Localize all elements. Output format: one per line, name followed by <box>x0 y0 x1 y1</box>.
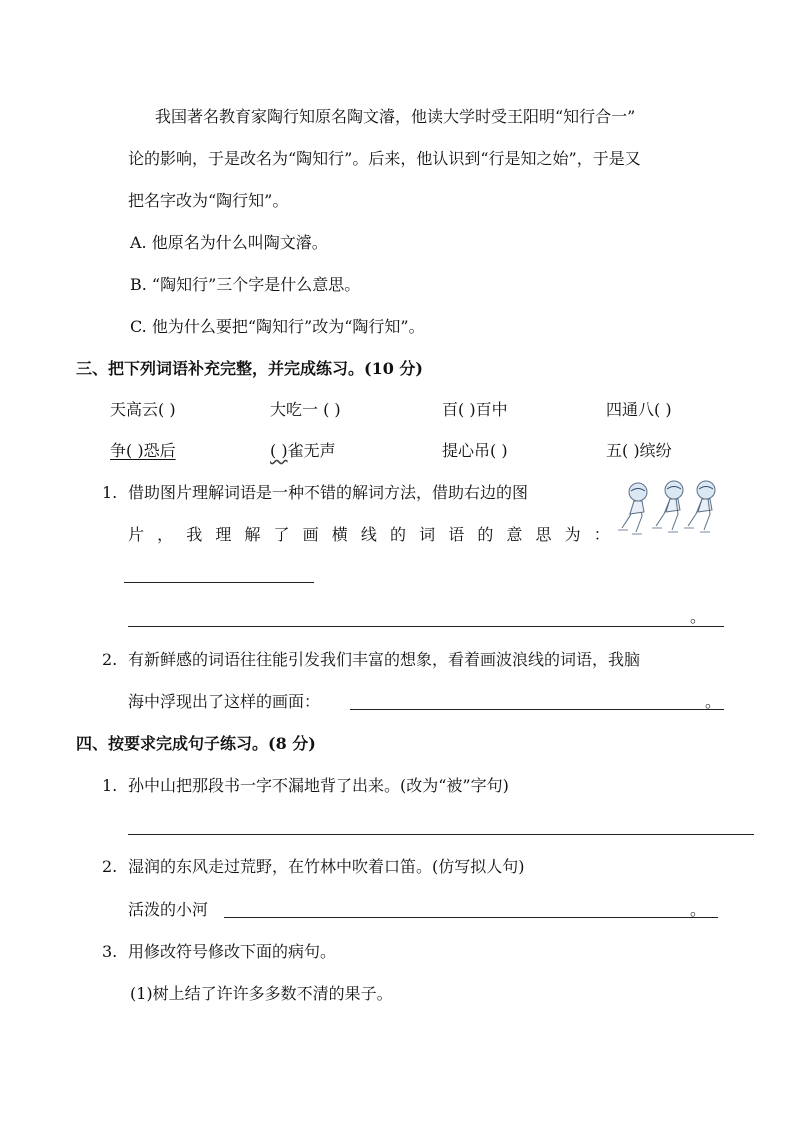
char: 为 <box>564 525 581 544</box>
char: ： <box>593 525 610 544</box>
char: 的 <box>477 525 494 544</box>
char: 意 <box>506 525 523 544</box>
answer-line[interactable] <box>350 709 724 710</box>
passage-line-1: 我国著名教育家陶行知原名陶文濬，他读大学时受王阳明“知行合一” <box>155 107 636 126</box>
char: 语 <box>448 525 465 544</box>
word-blank-2: 大吃一 ( ) <box>270 400 341 419</box>
skater-figure <box>684 481 715 532</box>
word-blank-6 <box>270 440 336 462</box>
s3-q2-period: 。 <box>705 692 722 711</box>
s4-q3-sub1: (1)树上结了许许多多数不清的果子。 <box>130 984 393 1003</box>
word-blank-1: 天高云( ) <box>110 400 176 419</box>
s3-q2-line1: 有新鲜感的词语往往能引发我们丰富的想象，看着画波浪线的词语，我脑 <box>128 650 641 669</box>
s4-q3-text: 用修改符号修改下面的病句。 <box>128 942 337 961</box>
answer-line[interactable] <box>128 834 754 835</box>
char: 思 <box>535 525 552 544</box>
char: 理 <box>215 525 232 544</box>
s3-q1-number: 1. <box>102 483 118 502</box>
s4-q2-text: 湿润的东风走过荒野，在竹林中吹着口笛。(仿写拟人句) <box>128 857 525 876</box>
s3-q2-number: 2. <box>102 650 118 669</box>
answer-line[interactable] <box>128 626 724 627</box>
option-b: B. “陶知行”三个字是什么意思。 <box>130 275 361 294</box>
wavy-blank: ( ) <box>270 441 288 460</box>
char: ， <box>157 525 174 544</box>
s3-q1-line2 <box>128 524 610 546</box>
answer-line[interactable] <box>124 582 314 583</box>
word-blank-8: 五( )缤纷 <box>606 441 672 460</box>
char: 线 <box>360 525 377 544</box>
word-blank-4: 四通八( ) <box>606 400 672 419</box>
char: 的 <box>389 525 406 544</box>
char: 横 <box>331 525 348 544</box>
word-blank-5-underlined: 争( )恐后 <box>110 441 176 460</box>
skaters-illustration <box>612 478 724 540</box>
char: 画 <box>302 525 319 544</box>
char: 词 <box>419 525 436 544</box>
s4-q1-number: 1. <box>102 776 118 795</box>
char: 片 <box>128 525 145 544</box>
char: 我 <box>186 525 203 544</box>
char: 了 <box>273 525 290 544</box>
s3-q1-period: 。 <box>690 607 707 626</box>
word-blank-7: 提心吊( ) <box>442 441 508 460</box>
s3-q2-line2: 海中浮现出了这样的画面： <box>128 692 321 711</box>
s4-q2-number: 2. <box>102 857 118 876</box>
answer-line[interactable] <box>224 917 718 918</box>
char: 解 <box>244 525 261 544</box>
skater-figure <box>618 483 647 534</box>
s4-q3-number: 3. <box>102 942 118 961</box>
option-a: A. 他原名为什么叫陶文濬。 <box>130 233 328 252</box>
s4-q2-prompt: 活泼的小河 <box>128 900 209 919</box>
section-3-title: 三、把下列词语补充完整，并完成练习。(10 分) <box>76 359 423 378</box>
word-blank-6-rest: 雀无声 <box>287 441 336 460</box>
skater-figure <box>652 481 683 532</box>
s4-q2-period: 。 <box>690 900 707 919</box>
s4-q1-text: 孙中山把那段书一字不漏地背了出来。(改为“被”字句) <box>128 776 509 795</box>
option-c: C. 他为什么要把“陶知行”改为“陶行知”。 <box>130 317 425 336</box>
passage-line-2: 论的影响，于是改名为“陶知行”。后来，他认识到“行是知之始”，于是又 <box>128 149 641 168</box>
passage-line-3: 把名字改为“陶行知”。 <box>128 191 289 210</box>
s3-q1-line1: 借助图片理解词语是一种不错的解词方法，借助右边的图 <box>128 483 529 502</box>
word-blank-3: 百( )百中 <box>442 400 508 419</box>
section-4-title: 四、按要求完成句子练习。(8 分) <box>76 734 316 753</box>
